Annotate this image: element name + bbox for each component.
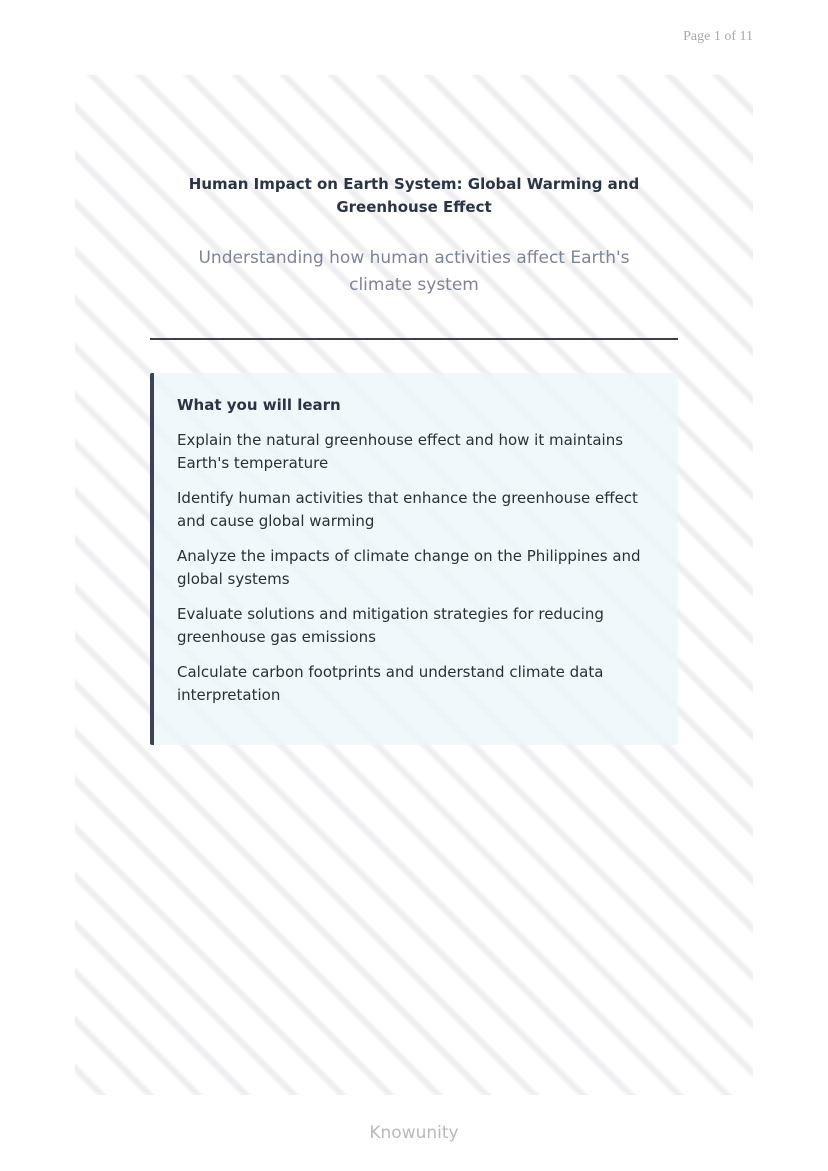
- learning-objective-item: Explain the natural greenhouse effect and how it maintains Earth's temperature: [177, 431, 624, 472]
- learning-objective-item: Evaluate solutions and mitigation strategies for reducing greenhouse gas emissions: [177, 605, 604, 646]
- section-divider: [150, 338, 678, 340]
- document-subtitle: Understanding how human activities affect Earth's climate system: [198, 248, 630, 295]
- learning-objectives-box: [150, 373, 678, 745]
- learning-objective-item: Identify human activities that enhance the greenhouse effect and cause global warming: [177, 489, 638, 530]
- learning-objectives-list: [177, 429, 658, 707]
- footer-brand: Knowunity: [369, 1123, 459, 1143]
- document-title: Human Impact on Earth System: Global Warming and Greenhouse Effect: [188, 175, 640, 216]
- learning-objective-item: Analyze the impacts of climate change on the Philippines and global systems: [177, 547, 641, 588]
- learning-objectives-heading: What you will learn: [177, 396, 341, 414]
- page-indicator: Page 1 of 11: [683, 29, 753, 44]
- learning-objective-item: Calculate carbon footprints and understand climate data interpretation: [177, 663, 604, 704]
